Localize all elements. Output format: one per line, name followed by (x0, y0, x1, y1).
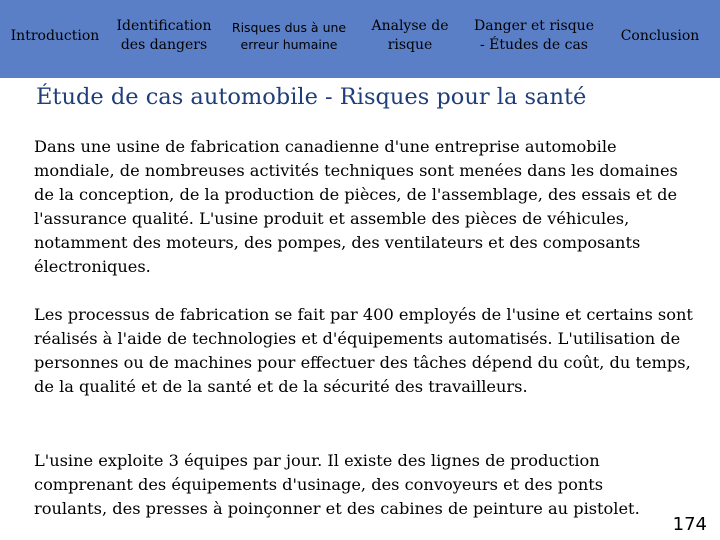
page-number: 174 (672, 514, 707, 535)
nav-tab-introduction[interactable]: Introduction (10, 27, 100, 44)
nav-tab-risques-erreur-humaine[interactable]: Risques dus à une erreur humaine (231, 20, 347, 52)
paragraph-3: L'usine exploite 3 équipes par jour. Il existe des lignes de production comprenant des équipements d'usinage, des convoyeurs et des ponts roulants, des presses à poinçonner et des cabines de peinture au pistolet. (34, 451, 640, 518)
nav-tab-analyse-de-risque[interactable]: Analyse de risque (371, 18, 449, 53)
nav-tab-identification-des-dangers[interactable]: Identification des dangers (116, 18, 212, 53)
top-navigation-bar (0, 0, 720, 78)
nav-tab-danger-et-risque-etudes-de-cas[interactable]: Danger et risque - Études de cas (474, 18, 594, 53)
paragraph-2: Les processus de fabrication se fait par 400 employés de l'usine et certains sont réalisés à l'aide de technologies et d'équipements automatisés. L'utilisation de personnes ou de machines pour effectuer des tâches dépend du coût, du temps, de la qualité et de la santé et de la sécurité des travailleurs. (34, 305, 693, 396)
slide-title: Étude de cas automobile - Risques pour la santé (36, 84, 587, 110)
nav-tab-conclusion[interactable]: Conclusion (620, 27, 700, 44)
paragraph-1: Dans une usine de fabrication canadienne d'une entreprise automobile mondiale, de nombreuses activités techniques sont menées dans les domaines de la conception, de la production de pièces, de l'assemblage, des essais et de l'assurance qualité. L'usine produit et assemble des pièces de véhicules, notamment des moteurs, des pompes, des ventilateurs et des composants électroniques. (34, 137, 678, 276)
